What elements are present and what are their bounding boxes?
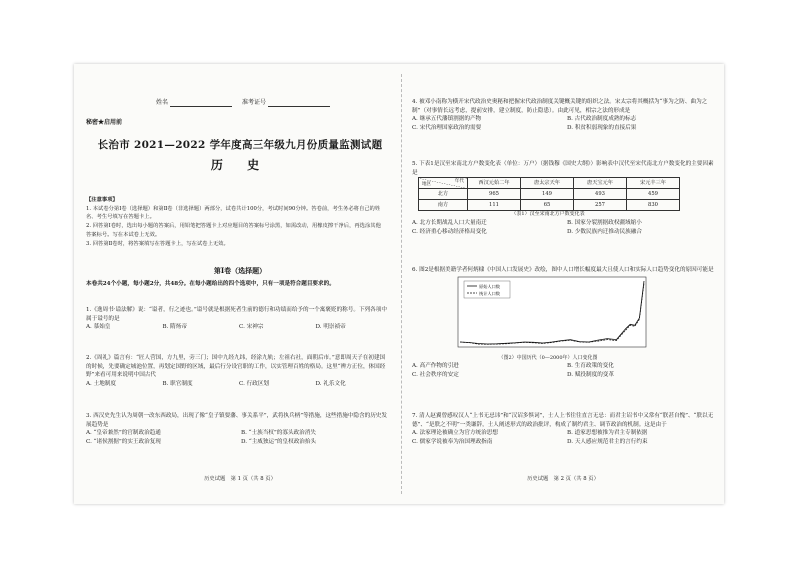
table-header-cell: 唐天宝元年 [574, 178, 627, 189]
part-1-title: 第Ⅰ卷（选择题） [213, 266, 267, 275]
question-stem: 7. 清人赵翼曾感叹汉人“上书无忌讳”和“汉诏多惧词”，士人上书往往直言无忌：而君主诏书中又常有“朕甚自愧”、“朕以无德”、“是朕之不明”一类谦辞，士人阐述形式的政治批评，构成了制约君主、调节政治的机制。这是由于 [412, 413, 714, 428]
population-chart [452, 275, 652, 355]
table-cell: 830 [627, 200, 680, 211]
secret-mark: 秘密★启用前 [86, 119, 123, 126]
table-row [419, 189, 680, 200]
question-5 [412, 160, 714, 236]
page-footer: 历史试题 第 1 页（共 8 页） [204, 476, 276, 482]
table-header-cell: 宋元丰三年 [627, 178, 680, 189]
option-b[interactable]: B. 古代政治制度成熟的标志 [567, 116, 637, 123]
question-stem: 6. 图2是根据美籍学者何炳棣《中国人口发展史》改绘，图中人口增长幅度最大且使人口和实际人口趋势变化的原因可能是 [412, 267, 714, 273]
ticket-blank[interactable] [268, 106, 330, 107]
option-d[interactable]: D. 明崇祯帝 [315, 324, 346, 331]
name-blank[interactable] [170, 106, 232, 107]
notice-item: 2. 回答第Ⅰ卷时，选出每小题的答案后，用铅笔把答题卡上对应题目的答案标号涂黑，如需改动，用橡皮擦干净后，再选涂其他答案标号。写在本试卷上无效。 [86, 223, 381, 238]
table-row [419, 200, 680, 211]
name-label: 姓名 [156, 99, 169, 106]
question-stem: 3. 西汉史先生认为周朝一改东西政局，出现了像“皇子镇要藩、事关系平”，武将执兵柄”等措施，这些措施中隐含的历史发展趋势是 [86, 413, 387, 428]
table-cell-region: 南方 [419, 200, 468, 211]
corner-top-label: 年代 [454, 179, 464, 185]
option-c[interactable]: C. 社会秩序的安定 [412, 372, 459, 379]
question-7 [412, 412, 714, 447]
option-a[interactable]: A. 继承五代藩镇割据的产物 [412, 116, 482, 123]
chart-caption: （图2）中国历代（0—2000年）人口变化图 [498, 354, 598, 361]
option-c[interactable]: C. 儒家学说被奉为治国理政指南 [412, 438, 493, 445]
population-chart-svg [452, 275, 652, 355]
page-footer: 历史试题 第 2 页（共 8 页） [527, 476, 599, 482]
notice-heading: 【注意事项】 [86, 197, 118, 203]
candidate-info [156, 98, 338, 107]
option-a[interactable]: A. 高产作物的引进 [412, 363, 459, 370]
exam-paper [74, 64, 724, 504]
question-stem: 2.《周礼》篇言有：“匠人营国，方九里，旁三门；国中九经九纬，经涂九轨；左祖右社，面朝后市。”意即周天子在初建国的时候，先要确定城池位置，再划定国野的区域，最后行分设官职的工作，以实管理百姓的格局。这里“辨方正位，体国经野”来看可用来说明中国古代 [86, 355, 386, 379]
table-cell: 149 [521, 189, 574, 200]
subject-title: 历 史 [210, 158, 270, 172]
question-stem: 4. 被邓小南称为横开宋代政治史奥秘和把握宋代政治制度关键概关键的组织之法。宋太宗将其概括为“事为之防、曲为之制”（对事情长远考虑，提前安排，建立制度，防止隐患）。由此可见，相宗之法的形成是 [412, 99, 708, 114]
table-header-row [419, 178, 680, 189]
legend-label-a: 原始人口数 [479, 283, 500, 289]
ticket-label: 准考证号 [241, 99, 266, 106]
table-cell: 459 [627, 189, 680, 200]
notice-section [86, 196, 386, 248]
notice-item: 3. 回答第Ⅱ卷时，将答案填写在答题卡上，写在试卷上无效。 [86, 240, 229, 247]
option-d[interactable]: D. “主威独运”的皇权政治抬头 [241, 438, 317, 445]
table-header-cell: 西汉元始二年 [468, 178, 521, 189]
option-b[interactable]: B. “士族当权”的寡头政治消失 [241, 430, 316, 437]
option-c[interactable]: C. 行政区划 [239, 380, 270, 387]
option-b[interactable]: B. 道家思想被推为君主专制依据 [567, 430, 648, 437]
page-1 [82, 64, 398, 504]
question-4 [412, 98, 714, 133]
exam-title: 长治市 2021—2022 学年度高三年级九月份质量监测试题 [97, 139, 383, 151]
question-6 [412, 266, 714, 380]
option-c[interactable]: C. 宋代治理国家政治的需要 [412, 124, 482, 131]
option-c[interactable]: C. 宋神宗 [239, 324, 264, 331]
table-corner-cell [419, 178, 468, 189]
option-d[interactable]: D. 礼乐文化 [315, 380, 346, 387]
table-cell: 493 [574, 189, 627, 200]
option-d[interactable]: D. 少数民族内迁推动民族融合 [567, 228, 642, 235]
option-a[interactable]: A. “皇帝兼然”的官制政治趋通 [86, 430, 161, 437]
question-3 [86, 412, 388, 447]
option-a[interactable]: A. 法家理论被确立为官方统治思想 [412, 430, 498, 437]
table-cell: 965 [468, 189, 521, 200]
table-header-cell: 唐太宗天年 [521, 178, 574, 189]
question-2 [86, 354, 388, 389]
option-b[interactable]: B. 生育政策的变化 [567, 363, 614, 370]
question-1 [86, 306, 388, 332]
page-2 [408, 64, 718, 504]
option-d[interactable]: D. 天人感应规范君主的言行约束 [567, 438, 648, 445]
option-a[interactable]: A. 土地制度 [86, 380, 116, 387]
table-caption: （表1）汉至宋南北方户数变化表 [511, 211, 585, 218]
option-a[interactable]: A. 慕始皇 [86, 324, 111, 331]
option-b[interactable]: B. 隋炀帝 [162, 324, 187, 331]
question-stem: 1.《逸周书·谥法解》说：“谥者，行之迹也。”谥号就是根据死者生前的德行和功绩而给予的一个寓褒贬的称号。下列各项中属于谥号的是 [86, 307, 387, 322]
table-cell-region: 北方 [419, 189, 468, 200]
option-c[interactable]: C. 经济重心移动经济格局变化 [412, 228, 487, 235]
option-d[interactable]: D. 积贫积弱现象的直接后果 [567, 124, 637, 131]
option-c[interactable]: C. “诸侯割据”的实王政治复现 [86, 438, 161, 445]
part-1-intro: 本卷共24个小题，每小题2分，共48分。在每小题给出的四个选项中，只有一项是符合题目要求的。 [86, 281, 335, 287]
notice-item: 1. 本试卷分第Ⅰ卷（选择题）和第Ⅱ卷（非选择题）两部分，试卷共计100分，考试时间90分钟。答卷前，考生务必将自己的姓名、考生号填写在答题卡上。 [86, 205, 381, 221]
table-cell: 257 [574, 200, 627, 211]
page-divider [401, 74, 402, 494]
table-cell: 111 [468, 200, 521, 211]
option-b[interactable]: B. 职官制度 [162, 380, 193, 387]
question-stem: 5. 下表1是汉至宋南北方户数变化表（单位：万户）（据钱穆《国史大纲》）影响表中汉代至宋代南北方户数变化的主要因素是 [412, 161, 714, 176]
option-a[interactable]: A. 北方长期战乱人口大量南迁 [412, 220, 487, 227]
corner-bottom-label: 地区 [422, 182, 432, 188]
legend-label-b: 统计人口数 [479, 290, 500, 296]
household-table [418, 177, 680, 211]
table-cell: 65 [521, 200, 574, 211]
option-b[interactable]: B. 国家分裂割据政权疆域缩小 [567, 220, 642, 227]
option-d[interactable]: D. 赋役制度的变革 [567, 372, 614, 379]
